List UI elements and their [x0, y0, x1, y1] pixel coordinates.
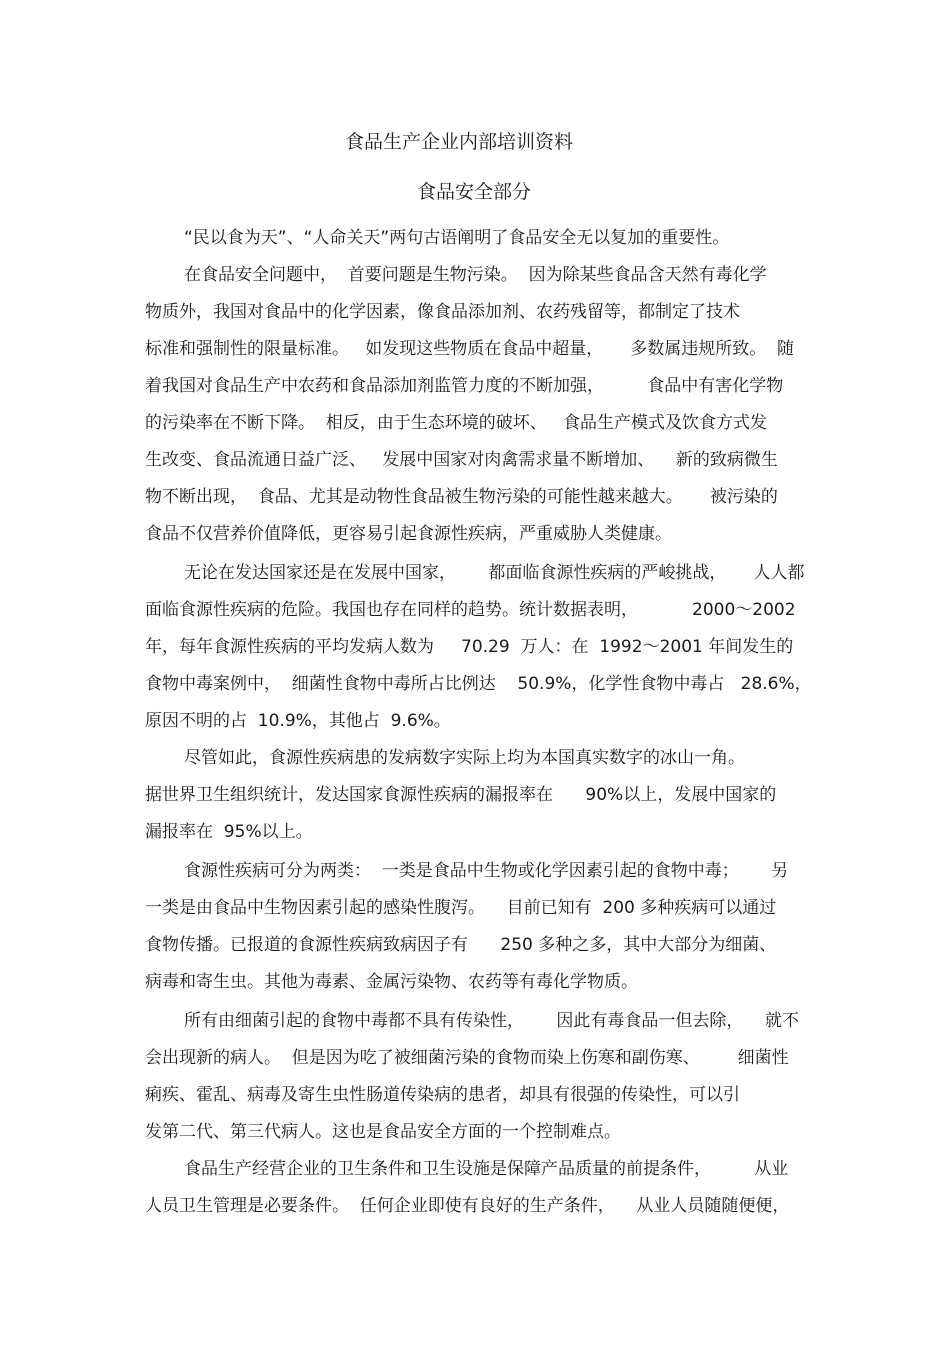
text-line: “民以食为天”、“人命关天”两句古语阐明了食品安全无以复加的重要性。: [184, 228, 730, 248]
text-line: 原因不明的占 10.9%，其他占 9.6%。: [145, 711, 451, 731]
text-line: 据世界卫生组织统计，发达国家食源性疾病的漏报率在 90%以上，发展中国家的: [145, 785, 777, 805]
text-line: 食源性疾病可分为两类： 一类是食品中生物或化学因素引起的食物中毒； 另: [184, 861, 789, 881]
text-line: 人员卫生管理是必要条件。 任何企业即使有良好的生产条件， 从业人员随随便便，: [145, 1196, 790, 1216]
text-line: 食物传播。已报道的食源性疾病致病因子有 250 多种之多，其中大部分为细菌、: [145, 935, 777, 955]
document-title: 食品生产企业内部培训资料: [344, 131, 573, 153]
text-line: 着我国对食品生产中农药和食品添加剂监管力度的不断加强， 食品中有害化学物: [145, 376, 784, 396]
text-line: 面临食源性疾病的危险。我国也存在同样的趋势。统计数据表明， 2000～2002: [145, 600, 796, 620]
text-line: 的污染率在不断下降。 相反，由于生态环境的破坏、 食品生产模式及饮食方式发: [145, 413, 768, 433]
text-line: 会出现新的病人。 但是因为吃了被细菌污染的食物而染上伤寒和副伤寒、 细菌性: [145, 1048, 789, 1068]
section-heading: 食品安全部分: [416, 181, 531, 203]
text-line: 漏报率在 95%以上。: [145, 822, 313, 842]
text-line: 无论在发达国家还是在发展中国家， 都面临食源性疾病的严峻挑战， 人人都: [184, 563, 805, 583]
text-line: 在食品安全问题中， 首要问题是生物污染。 因为除某些食品含天然有毒化学: [184, 265, 767, 285]
text-line: 食品不仅营养价值降低，更容易引起食源性疾病，严重威胁人类健康。: [145, 524, 672, 544]
text-line: 痢疾、霍乱、病毒及寄生虫性肠道传染病的患者，却具有很强的传染性，可以引: [145, 1085, 740, 1105]
text-line: 发第二代、第三代病人。这也是食品安全方面的一个控制难点。: [145, 1122, 621, 1142]
text-line: 食品生产经营企业的卫生条件和卫生设施是保障产品质量的前提条件， 从业: [184, 1159, 789, 1179]
text-line: 物不断出现， 食品、尤其是动物性食品被生物污染的可能性越来越大。 被污染的: [145, 487, 778, 507]
text-line: 一类是由食品中生物因素引起的感染性腹泻。 目前已知有 200 多种疾病可以通过: [145, 898, 777, 918]
text-line: 年，每年食源性疾病的平均发病人数为 70.29 万人：在 1992～2001 年间发生的: [145, 637, 794, 657]
text-line: 病毒和寄生虫。其他为毒素、金属污染物、农药等有毒化学物质。: [145, 972, 638, 992]
text-line: 所有由细菌引起的食物中毒都不具有传染性， 因此有毒食品一但去除， 就不: [184, 1011, 800, 1031]
text-line: 标准和强制性的限量标准。 如发现这些物质在食品中超量， 多数属违规所致。 随: [145, 339, 795, 359]
text-line: 物质外，我国对食品中的化学因素，像食品添加剂、农药残留等，都制定了技术: [145, 302, 740, 322]
text-line: 生改变、食品流通日益广泛、 发展中国家对肉禽需求量不断增加、 新的致病微生: [145, 450, 778, 470]
text-line: 食物中毒案例中， 细菌性食物中毒所占比例达 50.9%，化学性食物中毒占 28.6%，: [145, 674, 812, 694]
text-line: 尽管如此，食源性疾病患的发病数字实际上均为本国真实数字的冰山一角。: [184, 748, 745, 768]
